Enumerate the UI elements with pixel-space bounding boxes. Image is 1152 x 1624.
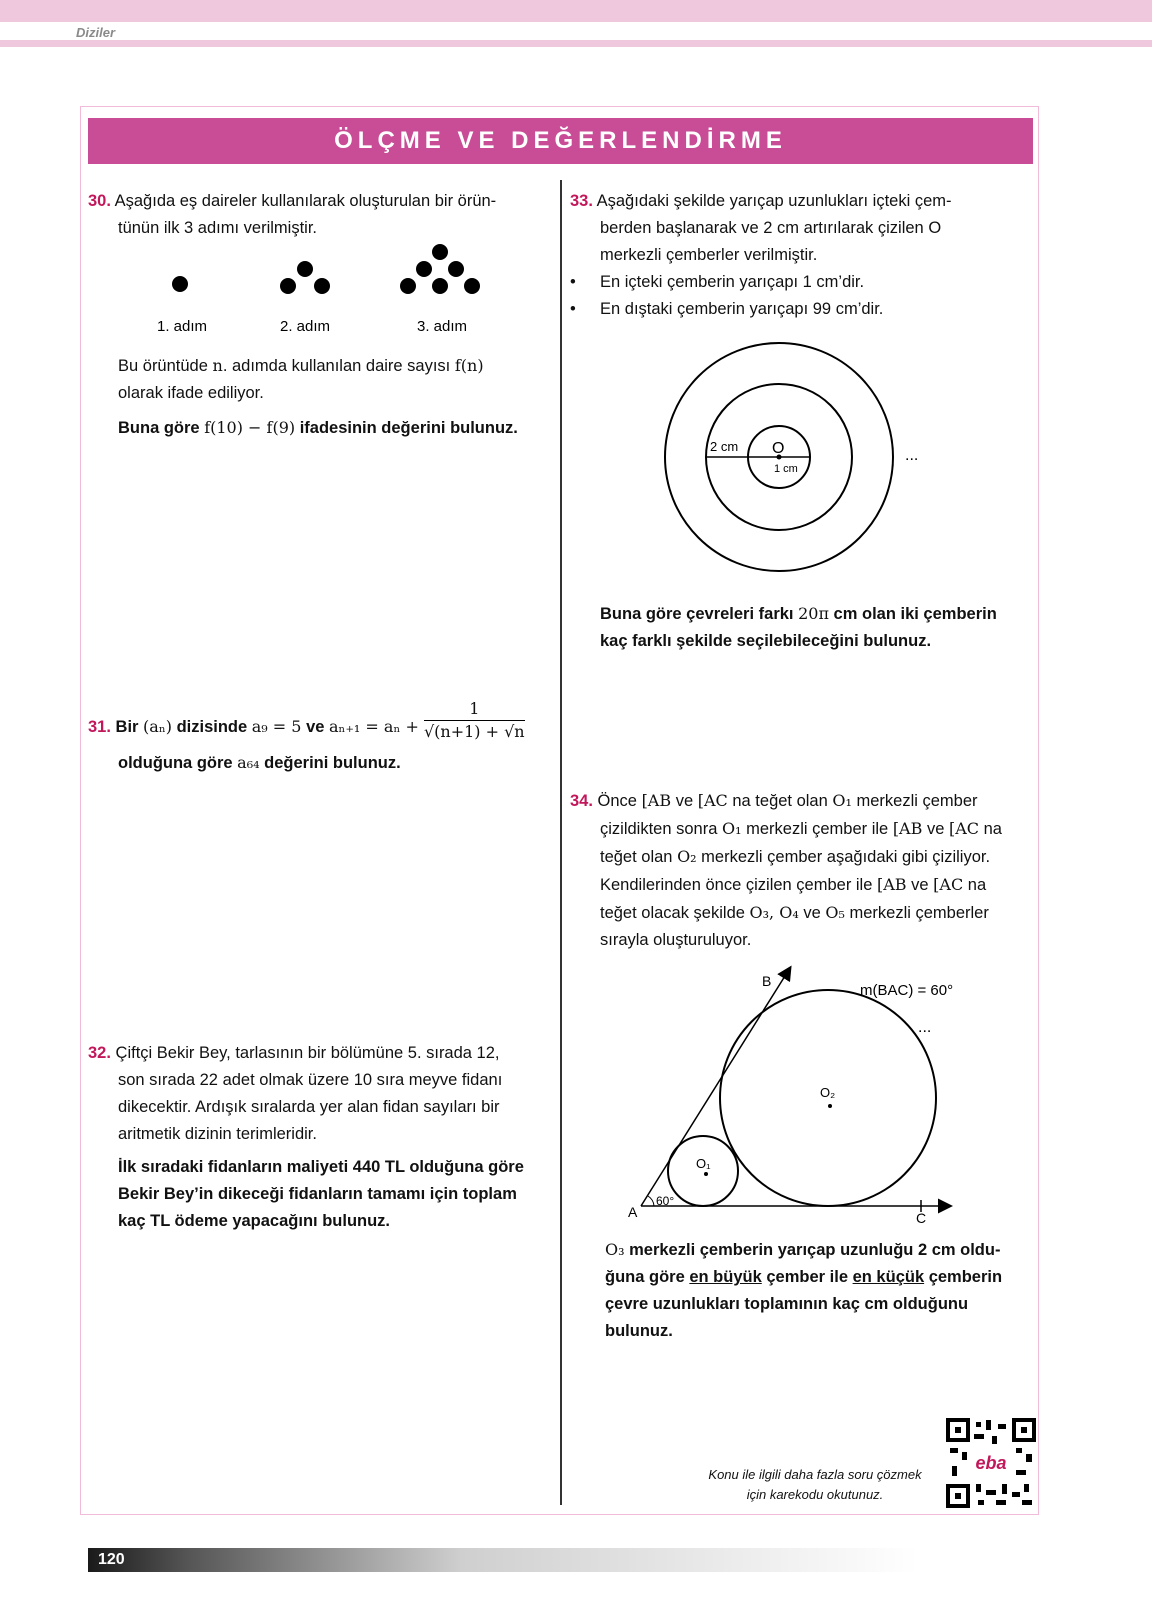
question-34: 34. Önce [AB ve [AC na teğet olan O₁ merkezli çember çizildikten sonra O₁ merkezli çember ile [AB ve [AC na teğet olan O₂ merkezli çember aşağıdaki gibi çiziliyor. Kendilerinden önce çizilen çember ile [AB ve [AC na teğet olacak şekilde O₃, O₄ ve O₅ merkezli çemberler sırayla oluşturuluyor. [570, 791, 1002, 949]
bullet-item: • En dıştaki çemberin yarıçapı 99 cm’dir. [570, 300, 884, 318]
qr-code[interactable] [946, 1418, 1036, 1508]
ellipsis: ... [918, 1019, 932, 1036]
O2-label: O₂ [820, 1085, 836, 1100]
question-31: 31. Bir (aₙ) dizisinde a₉ = 5 ve aₙ₊₁ = aₙ + $\frac{1}{√(n+1) + √n}$ olduğuna göre a₆₄ değerini bulunuz. [88, 699, 525, 772]
point-A-label: A [628, 1204, 638, 1220]
section-banner: ÖLÇME VE DEĞERLENDİRME [88, 118, 1033, 164]
question-30-body: Bu örüntüde n. adımda kullanılan daire sayısı f(n) olarak ifade ediliyor. Buna göre f(10) − f(9) ifadesinin değerini bulunuz. [118, 356, 518, 437]
qr-caption: Konu ile ilgili daha fazla soru çözmek için karekodu okutunuz. [708, 1467, 922, 1502]
question-30: 30. Aşağıda eş daireler kullanılarak oluşturulan bir örün- tünün ilk 3 adımı verilmiştir. [88, 192, 497, 237]
step-label-3: 3. adım [416, 318, 468, 335]
angle-measure-label: m(BAC) = 60° [860, 982, 954, 999]
bullet-item: • En içteki çemberin yarıçapı 1 cm’dir. [570, 273, 865, 291]
point-C-label: C [916, 1210, 927, 1226]
radius-label-1cm: 1 cm [774, 463, 798, 475]
question-33-ask: Buna göre çevreleri farkı 20π cm olan iki çemberin kaç farklı şekilde seçilebileceğini bulunuz. [600, 604, 997, 650]
page-number-bar [88, 1548, 918, 1572]
concentric-circles-figure [650, 340, 940, 580]
point-B-label: B [762, 973, 772, 989]
fraction: $\frac{1}{√(n+1) + √n}$ [423, 699, 525, 741]
question-32: 32. Çiftçi Bekir Bey, tarlasının bir bölümüne 5. sırada 12, son sırada 22 adet olmak üzere 10 sıra meyve fidanı dikecektir. Ardışık sıralarda yer alan fidan sayıları bir aritmetik dizinin terimleridir. İlk sıradaki fidanların maliyeti 440 TL olduğuna göre Bekir Bey’in dikeceği fidanların tamamı için toplam kaç TL ödeme yapacağını bulunuz. [88, 1044, 524, 1230]
step-label-1: 1. adım [156, 318, 208, 335]
top-line [0, 40, 1152, 47]
page-number: 120 [98, 1551, 125, 1568]
top-band [0, 0, 1152, 22]
angle-label: 60° [656, 1194, 675, 1208]
question-number: 30. [88, 192, 111, 210]
chapter-title: Diziler [76, 25, 116, 40]
question-33: 33. Aşağıdaki şekilde yarıçap uzunlukları içteki çem- berden başlanarak ve 2 cm artırılarak çizilen O merkezli çemberler verilmiştir. • En içteki çemberin yarıçapı 1 cm’dir. • En dıştaki çemberin yarıçapı 99 cm’dir. [570, 188, 1040, 323]
center-label: O [772, 440, 785, 457]
radius-label-2cm: 2 cm [710, 439, 739, 454]
dot-pattern-figure [140, 238, 500, 343]
O1-label: O₁ [696, 1156, 711, 1171]
step-label-2: 2. adım [279, 318, 331, 335]
ellipsis: ... [905, 447, 919, 464]
column-divider [560, 180, 562, 1505]
question-34-ask: O₃ merkezli çemberin yarıçap uzunluğu 2 cm oldu- ğuna göre en büyük çember ile en küçük çemberin çevre uzunlukları toplamının kaç cm olduğunu bulunuz. [605, 1240, 1003, 1340]
eba-logo: eba [975, 1453, 1007, 1473]
tangent-circles-figure [620, 960, 1000, 1230]
